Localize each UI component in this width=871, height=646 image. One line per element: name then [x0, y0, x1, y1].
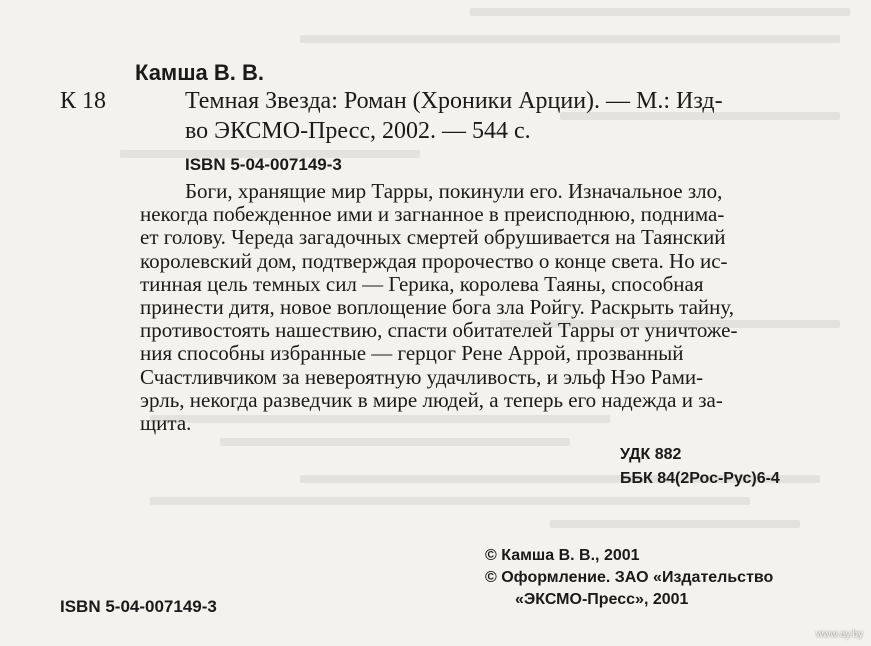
annotation-line: Счастливчиком за невероятную удачливость, и эльф Нэо Рами-	[140, 364, 704, 389]
classification-indices	[620, 443, 780, 491]
annotation-line: принести дитя, новое воплощение бога зла Ройгу. Раскрыть тайну,	[140, 295, 735, 320]
annotation-line: некогда побежденное ими и загнанное в преисподнюю, поднима-	[140, 202, 725, 227]
annotation-line: противостоять нашествию, спасти обитателей Тарры от уничтоже-	[140, 318, 738, 343]
classification-code: К 18	[60, 88, 107, 114]
annotation-line: королевский дом, подтверждая пророчество о конце света. Но ис-	[140, 248, 728, 273]
annotation-line: Боги, хранящие мир Тарры, покинули его. Изначальное зло,	[185, 179, 723, 203]
isbn-top: ISBN 5-04-007149-3	[185, 155, 342, 174]
annotation-line: щита.	[140, 411, 192, 436]
author-name: Камша В. В.	[135, 60, 265, 85]
copyright-block	[485, 545, 773, 611]
isbn-bottom: ISBN 5-04-007149-3	[60, 597, 217, 616]
copyright-line: «ЭКСМО-Пресс», 2001	[515, 591, 689, 608]
bbk-code: ББК 84(2Рос-Рус)6-4	[620, 470, 780, 487]
annotation-line: эрль, некогда разведчик в мире людей, а теперь его надежда и за-	[140, 387, 723, 412]
copyright-line: © Оформление. ЗАО «Издательство	[485, 569, 774, 586]
annotation-line: ет голову. Череда загадочных смертей обрушивается на Таянский	[140, 225, 726, 250]
title-line: во ЭКСМО-Пресс, 2002. — 544 с.	[185, 118, 531, 144]
udk-code: УДК 882	[620, 446, 682, 463]
copyright-line: © Камша В. В., 2001	[485, 547, 640, 564]
annotation-line: тинная цель темных сил — Герика, королева Таяны, способная	[140, 271, 704, 296]
annotation-line: ния способны избранные — герцог Рене Аррой, прозванный	[140, 341, 684, 366]
watermark: www.ay.by	[815, 629, 863, 640]
title-line: Темная Звезда: Роман (Хроники Арции). — М.: Изд-	[185, 88, 723, 114]
title-block	[185, 86, 825, 146]
annotation-paragraph	[140, 180, 830, 435]
